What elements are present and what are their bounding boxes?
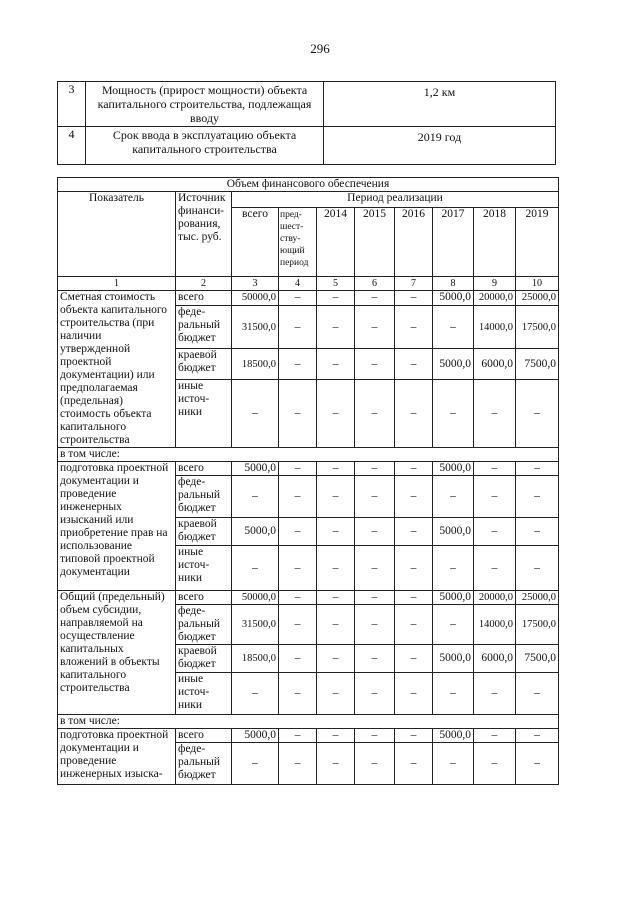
- value-cell: 14000,0: [474, 306, 516, 349]
- column-number: 8: [433, 277, 474, 291]
- value-cell: 7500,0: [516, 645, 559, 673]
- value-cell: –: [355, 518, 395, 546]
- value-cell: –: [516, 379, 559, 447]
- financing-row: [58, 729, 559, 743]
- column-number: 4: [279, 277, 317, 291]
- value-cell: 5000,0: [232, 462, 279, 476]
- value-cell: –: [279, 349, 317, 379]
- value-cell: –: [279, 379, 317, 447]
- value-cell: –: [355, 546, 395, 591]
- value-cell: 5000,0: [232, 518, 279, 546]
- value-cell: –: [433, 546, 474, 591]
- source-label: всего: [176, 462, 232, 476]
- value-cell: –: [355, 729, 395, 743]
- value-cell: –: [355, 605, 395, 645]
- value-cell: –: [317, 306, 355, 349]
- value-cell: –: [317, 462, 355, 476]
- value-cell: –: [317, 673, 355, 715]
- financing-row: [58, 591, 559, 605]
- value-cell: –: [395, 729, 433, 743]
- header-year: 2014: [317, 208, 355, 277]
- financing-row: [58, 462, 559, 476]
- value-cell: 6000,0: [474, 645, 516, 673]
- value-cell: –: [355, 349, 395, 379]
- value-cell: –: [232, 476, 279, 518]
- indicator-label: Сметная стоимость объекта капитального строительства (при наличии утвержденной проектной документации) или предполагаемая (предельная) стоимость объекта капитального строительства: [58, 291, 176, 448]
- financing-row: [58, 291, 559, 306]
- source-label: иные источ-ники: [176, 546, 232, 591]
- value-cell: –: [317, 291, 355, 306]
- value-cell: 50000,0: [232, 591, 279, 605]
- value-cell: 20000,0: [474, 591, 516, 605]
- value-cell: –: [317, 743, 355, 785]
- value-cell: –: [516, 673, 559, 715]
- value-cell: –: [232, 546, 279, 591]
- value-cell: 17500,0: [516, 306, 559, 349]
- value-cell: –: [395, 476, 433, 518]
- value-cell: 18500,0: [232, 645, 279, 673]
- source-label: всего: [176, 729, 232, 743]
- source-label: иные источ-ники: [176, 673, 232, 715]
- parameter-row: [58, 82, 556, 127]
- subhead-row: [58, 715, 559, 729]
- header-year: 2017: [433, 208, 474, 277]
- source-label: феде-ральный бюджет: [176, 743, 232, 785]
- header-source: Источник финанси-рования, тыс. руб.: [176, 192, 232, 277]
- value-cell: –: [516, 462, 559, 476]
- value-cell: –: [433, 379, 474, 447]
- value-cell: 25000,0: [516, 591, 559, 605]
- value-cell: 5000,0: [433, 291, 474, 306]
- source-label: феде-ральный бюджет: [176, 476, 232, 518]
- value-cell: –: [317, 379, 355, 447]
- value-cell: 25000,0: [516, 291, 559, 306]
- source-label: феде-ральный бюджет: [176, 605, 232, 645]
- column-number: 10: [516, 277, 559, 291]
- value-cell: –: [232, 743, 279, 785]
- value-cell: –: [474, 729, 516, 743]
- value-cell: –: [355, 379, 395, 447]
- source-label: феде-ральный бюджет: [176, 306, 232, 349]
- value-cell: –: [395, 546, 433, 591]
- value-cell: –: [395, 591, 433, 605]
- parameter-label: Срок ввода в эксплуатацию объекта капитального строительства: [86, 127, 324, 165]
- value-cell: 31500,0: [232, 605, 279, 645]
- value-cell: 31500,0: [232, 306, 279, 349]
- value-cell: –: [355, 476, 395, 518]
- parameter-number: 4: [58, 127, 86, 165]
- column-number: 3: [232, 277, 279, 291]
- parameter-row: [58, 127, 556, 165]
- value-cell: –: [279, 743, 317, 785]
- value-cell: –: [474, 518, 516, 546]
- source-label: краевой бюджет: [176, 349, 232, 379]
- header-period: Период реализации: [232, 192, 559, 208]
- parameter-number: 3: [58, 82, 86, 127]
- header-year: 2016: [395, 208, 433, 277]
- source-label: краевой бюджет: [176, 518, 232, 546]
- value-cell: 5000,0: [433, 645, 474, 673]
- value-cell: –: [317, 605, 355, 645]
- value-cell: 5000,0: [433, 729, 474, 743]
- value-cell: 7500,0: [516, 349, 559, 379]
- value-cell: –: [279, 462, 317, 476]
- value-cell: –: [317, 645, 355, 673]
- value-cell: –: [395, 291, 433, 306]
- value-cell: –: [433, 306, 474, 349]
- value-cell: –: [516, 743, 559, 785]
- value-cell: –: [355, 462, 395, 476]
- value-cell: –: [474, 743, 516, 785]
- value-cell: –: [395, 605, 433, 645]
- header-year: 2015: [355, 208, 395, 277]
- subhead-label: в том числе:: [58, 448, 559, 462]
- column-number: 6: [355, 277, 395, 291]
- value-cell: 5000,0: [232, 729, 279, 743]
- value-cell: 5000,0: [433, 462, 474, 476]
- header-year: 2018: [474, 208, 516, 277]
- source-label: краевой бюджет: [176, 645, 232, 673]
- value-cell: –: [279, 729, 317, 743]
- value-cell: 14000,0: [474, 605, 516, 645]
- value-cell: 20000,0: [474, 291, 516, 306]
- value-cell: –: [395, 518, 433, 546]
- value-cell: 50000,0: [232, 291, 279, 306]
- column-number: 2: [176, 277, 232, 291]
- header-total: всего: [232, 208, 279, 277]
- value-cell: –: [516, 476, 559, 518]
- subhead-row: [58, 448, 559, 462]
- value-cell: –: [395, 645, 433, 673]
- header-year: 2019: [516, 208, 559, 277]
- value-cell: –: [355, 306, 395, 349]
- value-cell: –: [279, 546, 317, 591]
- header-previous-period: пред-шест-ству-ющий период: [279, 208, 317, 277]
- value-cell: –: [474, 476, 516, 518]
- header-indicator: Показатель: [58, 192, 176, 277]
- value-cell: –: [433, 743, 474, 785]
- object-parameters-table: [57, 81, 556, 165]
- value-cell: –: [395, 306, 433, 349]
- value-cell: –: [317, 546, 355, 591]
- column-number: 5: [317, 277, 355, 291]
- value-cell: –: [474, 462, 516, 476]
- value-cell: –: [474, 379, 516, 447]
- indicator-label: Общий (предельный) объем субсидии, направляемой на осуществление капитальных вложений в объекты капитального строительства: [58, 591, 176, 715]
- value-cell: –: [355, 591, 395, 605]
- value-cell: –: [355, 645, 395, 673]
- value-cell: –: [279, 591, 317, 605]
- indicator-label: подготовка проектной документации и проведение инженерных изыска-: [58, 729, 176, 785]
- value-cell: –: [279, 306, 317, 349]
- source-label: всего: [176, 591, 232, 605]
- value-cell: –: [232, 673, 279, 715]
- value-cell: –: [317, 591, 355, 605]
- value-cell: –: [395, 462, 433, 476]
- value-cell: –: [395, 673, 433, 715]
- value-cell: –: [516, 729, 559, 743]
- value-cell: –: [279, 673, 317, 715]
- value-cell: –: [355, 743, 395, 785]
- parameter-label: Мощность (прирост мощности) объекта капитального строительства, подлежащая вводу: [86, 82, 324, 127]
- source-label: иные источ-ники: [176, 379, 232, 447]
- value-cell: –: [395, 743, 433, 785]
- value-cell: –: [317, 476, 355, 518]
- value-cell: –: [279, 518, 317, 546]
- value-cell: –: [433, 605, 474, 645]
- value-cell: –: [279, 291, 317, 306]
- column-number: 7: [395, 277, 433, 291]
- value-cell: 5000,0: [433, 349, 474, 379]
- source-label: всего: [176, 291, 232, 306]
- value-cell: –: [474, 673, 516, 715]
- value-cell: –: [395, 349, 433, 379]
- value-cell: –: [279, 476, 317, 518]
- parameter-value: 1,2 км: [324, 82, 556, 127]
- financing-table: [57, 177, 559, 785]
- value-cell: –: [355, 673, 395, 715]
- indicator-label: подготовка проектной документации и проведение инженерных изысканий или приобретение прав на использование типовой проектной документации: [58, 462, 176, 591]
- value-cell: –: [317, 729, 355, 743]
- value-cell: –: [395, 379, 433, 447]
- page-number: 296: [310, 41, 330, 56]
- value-cell: 6000,0: [474, 349, 516, 379]
- parameter-value: 2019 год: [324, 127, 556, 165]
- value-cell: –: [317, 349, 355, 379]
- value-cell: –: [433, 476, 474, 518]
- subhead-label: в том числе:: [58, 715, 559, 729]
- value-cell: –: [355, 291, 395, 306]
- value-cell: 5000,0: [433, 518, 474, 546]
- value-cell: –: [317, 518, 355, 546]
- value-cell: –: [433, 673, 474, 715]
- value-cell: 18500,0: [232, 349, 279, 379]
- value-cell: –: [474, 546, 516, 591]
- value-cell: –: [279, 605, 317, 645]
- value-cell: –: [232, 379, 279, 447]
- value-cell: 5000,0: [433, 591, 474, 605]
- value-cell: –: [516, 546, 559, 591]
- value-cell: –: [279, 645, 317, 673]
- column-number: 9: [474, 277, 516, 291]
- column-number: 1: [58, 277, 176, 291]
- financing-title: Объем финансового обеспечения: [58, 178, 559, 192]
- value-cell: 17500,0: [516, 605, 559, 645]
- value-cell: –: [516, 518, 559, 546]
